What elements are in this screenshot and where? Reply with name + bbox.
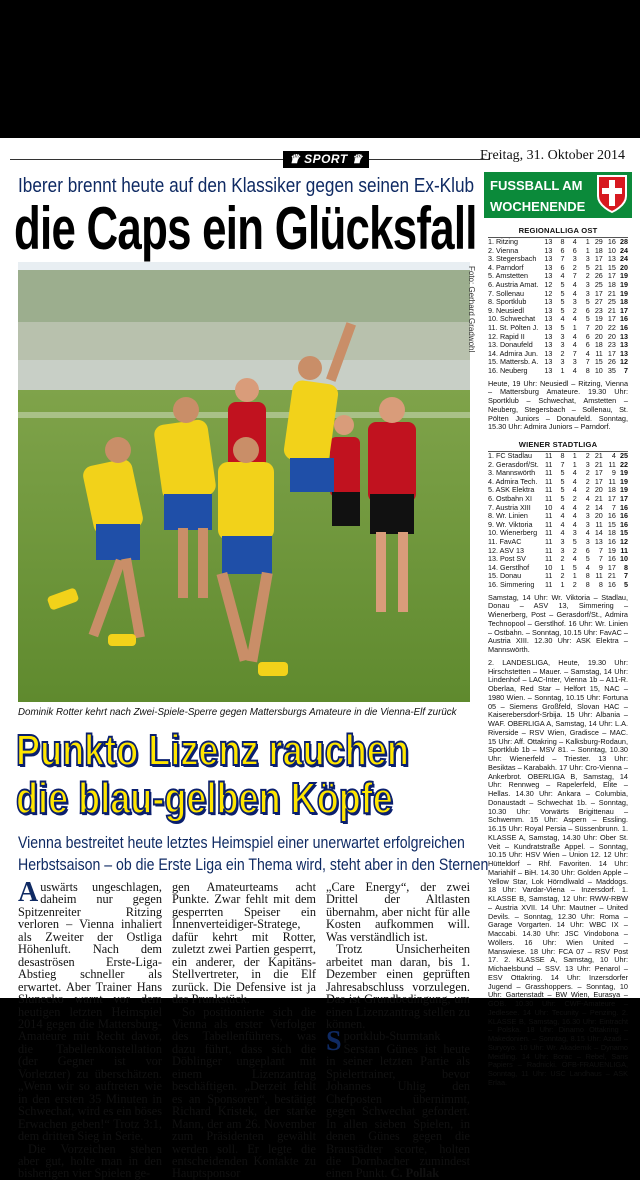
team-name: 7. Sollenau [488,288,524,298]
table-cell: 5 [560,305,565,315]
table-cell: 17 [607,314,616,324]
table-cell: 19 [620,279,629,289]
article-column-1 [18,877,162,1180]
article-deck-line-2: Herbstsaison – ob die Erste Liga ein Thema wird, steht aber in den Sternen [18,855,489,874]
table-cell: 11 [595,519,603,529]
table-cell: 5 [560,279,565,289]
table-cell: 8 [585,571,590,581]
stadtliga-title: WIENER STADTLIGA [518,440,598,449]
table-cell: 7 [560,459,565,469]
table-cell: 5 [585,297,590,307]
table-cell: 5 [560,485,565,495]
table-cell: 11 [544,493,553,503]
table-cell: 1 [572,459,577,469]
table-cell: 17 [594,254,603,264]
table-cell: 18 [607,528,616,538]
table-cell: 13 [607,254,616,264]
table-cell: 16 [607,579,616,589]
team-name: 14. Admira Jun. [488,348,538,358]
table-cell: 18 [594,340,603,350]
newspaper-page [0,138,640,1180]
team-name: 12. Rapid II [488,331,525,341]
table-cell: 8 [560,237,565,246]
table-cell: 4 [572,340,577,350]
table-cell: 13 [620,331,629,341]
table-cell: 3 [560,545,565,555]
table-cell: 3 [572,528,577,538]
team-name: 4. Admira Tech. [488,476,538,486]
table-cell: 13 [544,237,553,246]
table-cell: 8 [560,451,565,460]
body-paragraph: So positionierte sich die Vienna als erster Verfolger des Tabellenführers, was dazu führt, dass sich die Döblinger ungeplant mit einem Lizenzantrag beschäftigen. „Derzeit fehlt es an Sponsoren“, bestätigt Richard Kristek, der starke Mann, der am 26. November zum Präsidenten gewählt werden soll. Er legte die entscheidenden Kontakte zu Hauptsponsor [172,1004,316,1180]
table-cell: 25 [594,279,603,289]
team-name: 15. Mattersb. A. [488,357,539,367]
table-cell: 7 [560,254,565,264]
article-deck-line-1: Vienna bestreitet heute letztes Heimspiel einer unerwartet erfolgreichen [18,833,465,852]
table-cell: 13 [544,262,553,272]
team-name: 6. Ostbahn XI [488,493,532,503]
table-cell: 4 [560,528,565,538]
table-cell: 13 [544,340,553,350]
team-name: 10. Schwechat [488,314,536,324]
regionalliga-fixtures: Heute, 19 Uhr: Neusiedl – Ritzing, Vienna – Mattersburg Amateure. 19.30 Uhr: Sportklub – Schwechat, Amstetten – Neuberg, Stegersbach – Sollenau, St. Pölten Juniors – Donaufeld. Sonntag, 15.30 Uhr: Admira Juniors – Parndorf. [488,378,628,432]
sidebar-title-line-2: WOCHENENDE [490,199,586,214]
team-name: 4. Parndorf [488,262,524,272]
header-rule [10,159,490,160]
table-cell: 17 [607,271,616,281]
table-cell: 11 [595,571,603,581]
table-cell: 6 [585,331,590,341]
table-cell: 1 [560,365,565,375]
table-cell: 4 [572,331,577,341]
vienna-shield-icon [596,174,628,214]
table-cell: 13 [544,348,553,358]
drop-cap: A [18,877,39,908]
table-cell: 10 [607,245,616,255]
article-column-3 [326,881,470,1180]
table-cell: 13 [620,348,629,358]
table-cell: 16 [620,502,629,512]
table-cell: 13 [544,271,553,281]
table-cell: 3 [560,357,565,367]
table-cell: 21 [607,305,616,315]
table-cell: 5 [560,476,565,486]
table-cell: 7 [624,571,629,581]
sport-section-logo: ♛ SPORT ♛ [283,151,369,168]
table-cell: 3 [585,519,590,529]
table-cell: 29 [594,237,603,246]
table-cell: 11 [544,545,553,555]
table-cell: 4 [572,511,577,521]
drop-cap: S [326,1026,342,1058]
table-cell: 11 [544,485,553,495]
table-cell: 1 [572,571,577,581]
table-cell: 1 [572,322,577,332]
table-cell: 5 [560,297,565,307]
body-paragraph: uswärts ungeschlagen, daheim nur gegen Spitzenreiter Ritzing verloren – Vienna inhaliert als Zweiter der Ostliga Höhenluft. Nach dem desaströsen Erste-Liga-Abstieg schneller als erwartet. Aber Trainer Hans Slunecko warnt vor dem heutigen letzten Heimspiel 2014 gegen die Mattersburg-Amateure mit Recht davor, die Tabellenkonstellation (der Gegner ist vor Vorletzter) zu überschätzen. „Wenn wir so auftreten wie in den ersten 35 Minuten in Schwechat, wird es ein böses Erwachen geben!“ Trotz 3:1, dem dritten Sieg in Serie. [18,880,162,1144]
team-name: 16. Neuberg [488,365,528,375]
table-cell: 11 [544,476,553,486]
team-name: 9. Neusiedl [488,305,524,315]
table-cell: 25 [607,297,616,307]
table-cell: 18 [607,279,616,289]
article-kicker: Iberer brennt heute auf den Klassiker gegen seinen Ex-Klub [18,175,475,197]
table-cell: 2 [560,571,565,581]
table-cell: 16 [607,511,616,521]
table-cell: 3 [560,331,565,341]
table-cell: 3 [560,340,565,350]
table-cell: 23 [607,340,616,350]
table-cell: 2 [585,485,590,495]
team-name: 10. Wienerberg [488,528,538,538]
table-cell: 16 [607,536,616,546]
subheadline-line-2: die blau-gelben Köpfe [16,774,393,823]
body-paragraph: Trotz Unsicherheiten arbeitet man daran, bis 1. Dezember einen geprüften Jahresabschluss vorzulegen. Das ist Grundbedingung, um einen Lizenzantrag stellen zu können. [326,942,470,1031]
table-cell: 4 [585,562,590,572]
photo-caption: Dominik Rotter kehrt nach Zwei-Spiele-Sperre gegen Mattersburgs Amateure in die Vienna-Elf zurück [18,706,457,718]
table-cell: 15 [607,519,616,529]
table-cell: 5 [585,314,590,324]
table-cell: 2 [572,493,577,503]
table-cell: 19 [620,468,629,478]
table-cell: 2 [560,348,565,358]
table-cell: 24 [620,245,629,255]
table-cell: 3 [585,288,590,298]
body-text: portklub-Sturmtank Serstan Günes ist heute in seiner letzten Partie als Spielertrainer, bevor Johannes Uhlig den Chefposten übernimmt, gegen Schwechat gefordert. In allen sieben Spielen, in denen Günes gegen die Braustädter scorte, holten die Dornbacher zumindest einen Punkt. [326,1029,470,1180]
team-name: 1. Ritzing [488,237,518,246]
team-name: 5. Amstetten [488,271,528,281]
table-cell: 19 [620,288,629,298]
table-cell: 12 [620,357,629,367]
table-cell: 3 [560,536,565,546]
table-row [488,367,628,376]
table-cell: 4 [572,279,577,289]
table-cell: 2 [572,262,577,272]
table-cell: 5 [585,554,590,564]
table-cell: 4 [560,502,565,512]
table-cell: 11 [544,511,553,521]
table-cell: 8 [598,579,603,589]
table-cell: 13 [544,305,553,315]
sidebar-header [484,172,632,218]
table-cell: 20 [620,262,629,272]
team-name: 1. FC Stadlau [488,451,532,460]
team-name: 6. Austria Amat. [488,279,539,289]
table-cell: 17 [607,348,616,358]
table-cell: 11 [544,451,553,460]
table-cell: 17 [620,493,629,503]
issue-date: Freitag, 31. Oktober 2014 [480,148,626,163]
table-cell: 1 [560,579,565,589]
table-cell: 6 [585,340,590,350]
table-cell: 17 [607,562,616,572]
lower-league-fixtures: 2. LANDESLIGA, Heute, 19.30 Uhr: Hirschstetten – Mauer. – Samstag, 14 Uhr: Lindenhof – LAC-Inter, Vienna 1b – A11-R. Oberlaa, Red Star – Helfort 15, NAC – 1980 Wien. – Sonntag, 10.15 Uhr: Fortuna 05 – Siemens Großfeld, Slovan HAC – Kaiserebersdorf-Srbija. 15 Uhr: Albania – WAF. OBERLIGA A, Samstag, 14 Uhr: L.A. Riverside – RSV Wien, Gradisce – MAC. 15 Uhr: Aff. Ottakring – Kalksburg-Rodaun, Sportklub 1b – MSV 81. – Sonntag, 10.30 Uhr: Wienerfeld – Triester. 13 Uhr: Besiktas – Karabakh. 17 Uhr: Cro-Vienna – Ankerbrot. OBERLIGA B, Samstag, 14 Uhr: Rennweg – Rapelerfeld, Elite – Hellas. 14.30 Uhr: Ankara – Columbia, Donaustadt – Schwechat 1b. – Sonntag, 10.30 Uhr: Vorwärts Brigittenau – Schwemm. 15 Uhr: Aspern – Essling. 16.15 Uhr: Royal Persia – Süssenbrunn. 1. KLASSE A, Samstag, 14.30 Uhr: Ober St. Veit – Kundratstraße Appel. – Sonntag, 10.15 Uhr: HSV Wien – Union 12. 12 Uhr: Hütteldorf – Rhf. Favoriten. 14 Uhr: Mariahilf – BiH. 14.30 Uhr: Golden Apple – Yellow Star, Lok Hörndlwald – Maddogs. 18 Uhr: Vardar-Viena – Inzersdorf. 1. KLASSE B, Samstag, 12 Uhr: RWW-RBW – Austria XVII. 14 Uhr: Mautner – United Devils. – Sonntag, 12.30 Uhr: Roma – Garage Vorgarten. 14 Uhr: WBC IX – Maccabi. 14.30 Uhr: JSC Vindobona – Wöllers. 16 Uhr: Wien United – Manswiese. 18 Uhr: FCA 07 – RSV Post 17. 2. KLASSE A, Samstag, 10 Uhr: Michaelsbund – SSV. 13 Uhr: Penarol – ESV Ottakring. 14 Uhr: Inzersdorfer Jugend – Grasshoppers. – Sonntag, 10 Uhr: Gartenstadt – BW Wien, Eurasya – GOB. 10.30 Uhr: CWF-Amateure – Jedlesee. 14 Uhr: Tecunity – Penzing. 2. KLASSE B, Samstag, 16.30 Uhr: Eintracht – Polska. 18 Uhr: Dinamo Ottakring – Makedonien. – Sonntag, 8.15 Uhr: Azadi – Suryoyo. 10 Uhr: Wr. Akademik – Dynamo Meidling. 14 Uhr: Borac – Rebel, Sans Papiers – Radnicki. ÖFB-FRAUENLIGA, Sonntag, 11 Uhr: USC Landhaus – ASK Erlaa. [488,657,628,1087]
table-cell: 4 [572,485,577,495]
table-cell: 7 [585,322,590,332]
table-cell: 11 [544,528,553,538]
table-cell: 2 [585,271,590,281]
table-cell: 28 [620,237,629,246]
table-cell: 4 [572,554,577,564]
table-cell: 20 [594,485,603,495]
table-cell: 5 [572,562,577,572]
match-photo [18,262,470,702]
table-cell: 4 [572,519,577,529]
table-cell: 13 [544,331,553,341]
table-cell: 5 [560,493,565,503]
team-name: 2. Vienna [488,245,519,255]
table-cell: 3 [585,511,590,521]
table-cell: 11 [608,476,616,486]
table-cell: 4 [572,468,577,478]
table-cell: 7 [572,348,577,358]
table-cell: 25 [620,451,629,460]
table-cell: 7 [611,502,616,512]
table-row [488,581,628,590]
table-cell: 12 [544,279,553,289]
table-cell: 11 [595,348,603,358]
table-cell: 10 [544,502,553,512]
table-cell: 7 [598,545,603,555]
table-cell: 20 [594,511,603,521]
table-cell: 19 [607,545,616,555]
photo-credit: Foto: Gerhard Gradwohl [467,266,476,353]
team-name: 15. Donau [488,571,522,581]
table-cell: 6 [560,262,565,272]
table-cell: 17 [620,305,629,315]
table-cell: 2 [585,451,590,460]
table-cell: 17 [594,288,603,298]
table-cell: 2 [572,305,577,315]
table-cell: 6 [572,245,577,255]
table-cell: 19 [620,485,629,495]
team-name: 16. Simmering [488,579,535,589]
table-cell: 14 [594,528,603,538]
stadtliga-table [488,451,628,590]
table-cell: 4 [560,511,565,521]
table-cell: 22 [620,459,629,469]
table-cell: 16 [620,314,629,324]
table-cell: 20 [594,331,603,341]
table-cell: 4 [572,476,577,486]
table-cell: 13 [544,365,553,375]
table-cell: 21 [594,493,603,503]
table-cell: 26 [607,357,616,367]
table-cell: 4 [572,314,577,324]
table-cell: 16 [620,511,629,521]
team-name: 14. Gerstlhof [488,562,530,572]
table-cell: 5 [624,579,629,589]
team-name: 11. St. Pölten J. [488,322,539,332]
table-cell: 10 [544,562,553,572]
table-cell: 19 [620,271,629,281]
stadtliga-fixtures: Samstag, 14 Uhr: Wr. Viktoria – Stadlau, Donau – ASV 13, Simmering – Wienerberg, Post – Gerasdorf/St., Admira Technopool – Gerstlhof. 16 Uhr: Wr. Linien – Ostbahn. – Sonntag, 10.15 Uhr: FavAC – Austria XIII. 12.30 Uhr: ASK Elektra – Mannswörth. [488,592,628,654]
table-cell: 19 [620,476,629,486]
table-cell: 23 [594,305,603,315]
table-cell: 13 [544,245,553,255]
table-cell: 11 [544,536,553,546]
team-name: 12. ASV 13 [488,545,524,555]
table-cell: 13 [594,536,603,546]
table-cell: 2 [560,554,565,564]
table-cell: 17 [607,493,616,503]
table-cell: 13 [544,322,553,332]
table-cell: 21 [594,451,603,460]
table-cell: 7 [585,357,590,367]
table-cell: 7 [572,271,577,281]
table-cell: 13 [544,297,553,307]
table-cell: 15 [607,262,616,272]
team-name: 5. ASK Elektra [488,485,535,495]
table-cell: 5 [560,468,565,478]
table-cell: 13 [620,340,629,350]
table-cell: 17 [594,476,603,486]
table-cell: 18 [607,485,616,495]
regionalliga-title: REGIONALLIGA OST [518,226,598,235]
table-cell: 21 [607,571,616,581]
table-cell: 1 [585,237,590,246]
team-name: 11. FavAC [488,536,522,546]
table-cell: 8 [585,365,590,375]
table-cell: 35 [607,365,616,375]
table-cell: 7 [624,365,629,375]
team-name: 2. Gerasdorf/St. [488,459,539,469]
table-cell: 2 [585,502,590,512]
table-cell: 11 [608,459,616,469]
team-name: 13. Post SV [488,554,526,564]
table-cell: 20 [607,331,616,341]
table-cell: 4 [572,502,577,512]
table-cell: 3 [572,254,577,264]
table-cell: 4 [572,288,577,298]
table-cell: 4 [560,314,565,324]
body-paragraph [326,1026,470,1180]
table-cell: 15 [594,357,603,367]
table-cell: 16 [620,322,629,332]
team-name: 8. Wr. Linien [488,511,528,521]
table-cell: 19 [594,314,603,324]
table-cell: 4 [560,519,565,529]
table-cell: 1 [572,451,577,460]
team-name: 8. Sportklub [488,297,527,307]
table-cell: 4 [585,528,590,538]
table-cell: 4 [572,237,577,246]
table-cell: 13 [544,254,553,264]
table-cell: 8 [585,579,590,589]
table-cell: 11 [544,519,553,529]
table-cell: 21 [594,262,603,272]
table-cell: 16 [607,237,616,246]
body-paragraph: „Care Energy“, der zwei Drittel der Altlasten übernahm, aber nicht für alle Kosten aufkommen will. Was verständlich ist. [326,880,470,944]
table-cell: 11 [544,571,553,581]
table-cell: 11 [544,579,553,589]
table-cell: 21 [607,288,616,298]
table-cell: 21 [594,459,603,469]
table-cell: 2 [585,476,590,486]
table-cell: 11 [544,468,553,478]
table-cell: 4 [585,348,590,358]
team-name: 9. Wr. Viktoria [488,519,533,529]
table-cell: 12 [544,288,553,298]
table-cell: 8 [624,562,629,572]
table-cell: 24 [620,254,629,264]
table-cell: 1 [585,245,590,255]
team-name: 13. Donaufeld [488,340,533,350]
table-cell: 10 [594,365,603,375]
table-cell: 13 [544,314,553,324]
table-cell: 11 [544,554,553,564]
table-cell: 6 [560,245,565,255]
table-cell: 27 [594,297,603,307]
fixtures-sidebar [484,172,632,1087]
regionalliga-table [488,237,628,376]
table-cell: 7 [598,554,603,564]
football-scene-image [18,262,470,702]
table-cell: 2 [572,579,577,589]
table-cell: 18 [594,245,603,255]
table-cell: 4 [585,493,590,503]
table-cell: 15 [620,528,629,538]
body-paragraph: gen Amateurteams acht Punkte. Zwar fehlt mit dem gesperrten Speiser ein Innenverteidiger-Stratege, dafür kehrt mit Rotter, zuletzt zwei Partien gesperrt, ein anderer, der Kapitäns-Stellvertreter, in die Elf zurück. Die Defensive ist ja das Prunkstück. [172,880,316,1007]
table-cell: 4 [560,271,565,281]
table-cell: 3 [585,254,590,264]
table-cell: 5 [572,536,577,546]
table-cell: 20 [594,322,603,332]
table-cell: 16 [607,554,616,564]
table-cell: 1 [560,562,565,572]
article-column-2 [172,881,316,1180]
team-name: 7. Austria XIII [488,502,531,512]
table-cell: 12 [620,536,629,546]
table-cell: 2 [585,468,590,478]
table-cell: 3 [585,536,590,546]
table-cell: 2 [572,545,577,555]
table-cell: 11 [620,545,629,555]
table-cell: 26 [594,271,603,281]
body-paragraph: Die Vorzeichen stehen aber gut, holte man in den bisherigen vier Spielen ge- [18,1141,162,1180]
table-cell: 6 [585,545,590,555]
author-signature: C. Pollak [390,1166,440,1180]
table-cell: 4 [611,451,616,460]
table-cell: 5 [585,262,590,272]
subheadline-line-1: Punkto Lizenz rauchen [16,726,409,775]
table-cell: 16 [620,519,629,529]
table-cell: 5 [560,322,565,332]
table-cell: 9 [611,468,616,478]
table-cell: 3 [572,297,577,307]
table-cell: 13 [544,357,553,367]
team-name: 3. Mannswörth [488,468,536,478]
table-cell: 14 [594,502,603,512]
table-cell: 4 [572,365,577,375]
table-cell: 5 [560,288,565,298]
table-cell: 17 [594,468,603,478]
table-cell: 6 [585,305,590,315]
table-cell: 3 [572,357,577,367]
table-cell: 22 [607,322,616,332]
article-headline: die Caps ein Glücksfall [14,195,477,262]
table-cell: 11 [544,459,553,469]
table-cell: 9 [598,562,603,572]
table-cell: 3 [585,279,590,289]
table-cell: 10 [620,554,629,564]
team-name: 3. Stegersbach [488,254,537,264]
table-cell: 3 [585,459,590,469]
table-cell: 18 [620,297,629,307]
sidebar-title-line-1: FUSSBALL AM [490,178,583,193]
